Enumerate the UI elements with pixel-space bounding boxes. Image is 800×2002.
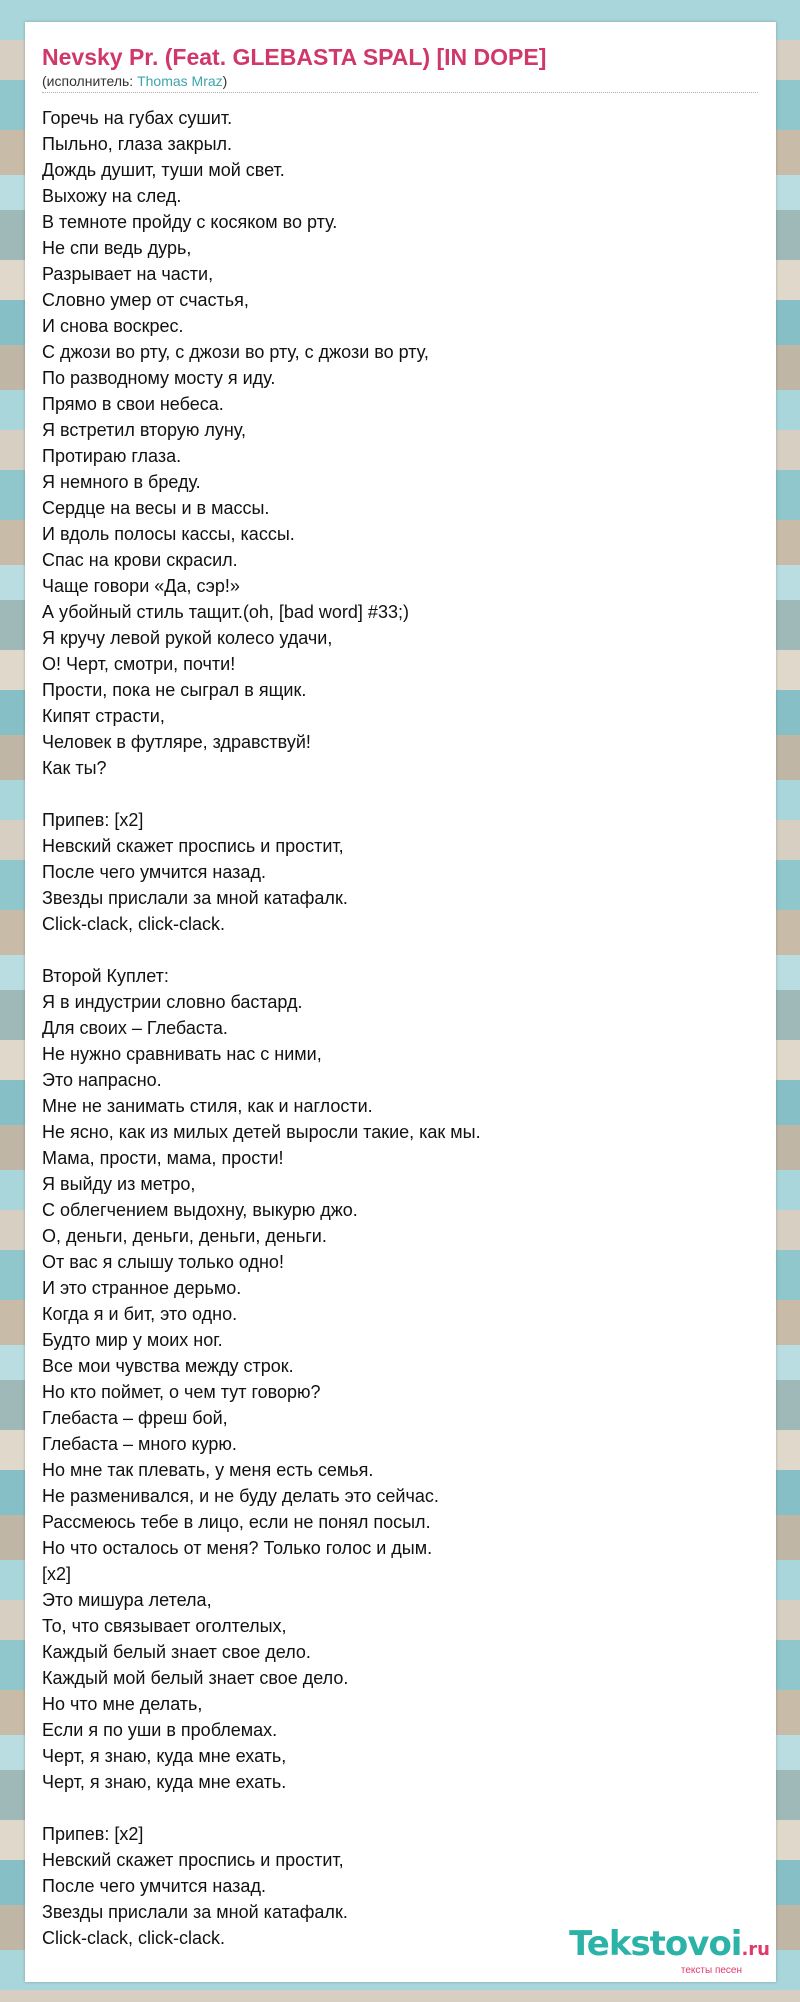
lyrics-line: С джози во рту, с джози во рту, с джози во рту, [42, 342, 429, 362]
lyrics-blank-line [42, 1795, 758, 1821]
lyrics-line: Каждый мой белый знает свое дело. [42, 1668, 349, 1688]
lyrics-line: Я кручу левой рукой колесо удачи, [42, 628, 333, 648]
lyrics-line: Прости, пока не сыграл в ящик. [42, 680, 307, 700]
logo-brand [569, 1924, 770, 1967]
lyrics-line: А убойный стиль тащит.(oh, [bad word] #33;) [42, 602, 409, 622]
lyrics-line: Не нужно сравнивать нас с ними, [42, 1044, 322, 1064]
lyrics-line: Для своих – Глебаста. [42, 1018, 228, 1038]
lyrics-line: Я в индустрии словно бастард. [42, 992, 303, 1012]
lyrics-line: Звезды прислали за мной катафалк. [42, 1902, 348, 1922]
lyrics-line: После чего умчится назад. [42, 1876, 266, 1896]
lyrics-line: Мне не занимать стиля, как и наглости. [42, 1096, 373, 1116]
lyrics-line: О, деньги, деньги, деньги, деньги. [42, 1226, 327, 1246]
lyrics-line: Чаще говори «Да, сэр!» [42, 576, 240, 596]
lyrics-line: Прямо в свои небеса. [42, 394, 224, 414]
lyrics-line: Click-clack, click-clack. [42, 1928, 226, 1948]
lyrics-line: Если я по уши в проблемах. [42, 1720, 278, 1740]
lyrics-line: Все мои чувства между строк. [42, 1356, 294, 1376]
logo-tld: .ru [741, 1939, 770, 1960]
lyrics-line: Глебаста – фреш бой, [42, 1408, 228, 1428]
lyrics-line: Выхожу на след. [42, 186, 182, 206]
lyrics-line: Будто мир у моих ног. [42, 1330, 223, 1350]
artist-line [42, 72, 758, 93]
lyrics-line: Я выйду из метро, [42, 1174, 196, 1194]
lyrics-line: Черт, я знаю, куда мне ехать, [42, 1746, 287, 1766]
lyrics-line: Не спи ведь дурь, [42, 238, 192, 258]
lyrics-line: Но кто поймет, о чем тут говорю? [42, 1382, 321, 1402]
lyrics-line: В темноте пройду с косяком во рту. [42, 212, 338, 232]
lyrics-line: То, что связывает оголтелых, [42, 1616, 287, 1636]
lyrics-line: [x2] [42, 1564, 72, 1584]
lyrics-line: Но мне так плевать, у меня есть семья. [42, 1460, 374, 1480]
site-logo[interactable] [569, 1924, 770, 1976]
artist-suffix: ) [222, 73, 228, 89]
lyrics-line: Я немного в бреду. [42, 472, 201, 492]
lyrics-blank-line [42, 781, 758, 807]
lyrics-line: Спас на крови скрасил. [42, 550, 238, 570]
lyrics-line: Пыльно, глаза закрыл. [42, 134, 233, 154]
logo-tagline: тексты песен [680, 1965, 742, 1976]
lyrics-line: Разрывает на части, [42, 264, 214, 284]
lyrics-line: По разводному мосту я иду. [42, 368, 276, 388]
lyrics-line: Припев: [x2] [42, 1824, 144, 1844]
lyrics-line: Второй Куплет: [42, 966, 169, 986]
lyrics-line: Словно умер от счастья, [42, 290, 249, 310]
logo-brand-name: Tekstovoi [569, 1924, 742, 1964]
lyrics-line: Горечь на губах сушит. [42, 108, 233, 128]
lyrics-line: Я встретил вторую луну, [42, 420, 247, 440]
lyrics-line: Рассмеюсь тебе в лицо, если не понял посыл. [42, 1512, 431, 1532]
lyrics-line: Но что мне делать, [42, 1694, 203, 1714]
lyrics-line: И это странное дерьмо. [42, 1278, 242, 1298]
lyrics-line: Но что осталось от меня? Только голос и дым. [42, 1538, 433, 1558]
lyrics-line: Дождь душит, туши мой свет. [42, 160, 285, 180]
artist-prefix: (исполнитель: [42, 73, 138, 89]
lyrics-line: Сердце на весы и в массы. [42, 498, 270, 518]
lyrics-line: И вдоль полосы кассы, кассы. [42, 524, 295, 544]
lyrics-line: Кипят страсти, [42, 706, 165, 726]
lyrics-blank-line [42, 937, 758, 963]
lyrics-line: Невский скажет проспись и простит, [42, 1850, 344, 1870]
lyrics-line: Не ясно, как из милых детей выросли такие, как мы. [42, 1122, 481, 1142]
lyrics-line: Человек в футляре, здравствуй! [42, 732, 311, 752]
lyrics-card [25, 22, 776, 1982]
lyrics-line: Это мишура летела, [42, 1590, 212, 1610]
lyrics-line: И снова воскрес. [42, 316, 184, 336]
lyrics-line: Протираю глаза. [42, 446, 182, 466]
lyrics-line: О! Черт, смотри, почти! [42, 654, 236, 674]
song-title: Nevsky Pr. (Feat. GLEBASTA SPAL) [IN DOPE] [42, 44, 547, 70]
lyrics-line: Click-clack, click-clack. [42, 914, 226, 934]
lyrics-line: От вас я слышу только одно! [42, 1252, 284, 1272]
lyrics-line: Когда я и бит, это одно. [42, 1304, 238, 1324]
lyrics-line: Каждый белый знает свое дело. [42, 1642, 311, 1662]
lyrics-line: Мама, прости, мама, прости! [42, 1148, 284, 1168]
lyrics-line: Не разменивался, и не буду делать это сейчас. [42, 1486, 439, 1506]
lyrics-line: Припев: [x2] [42, 810, 144, 830]
lyrics-text [42, 105, 758, 1951]
lyrics-line: Как ты? [42, 758, 107, 778]
artist-link[interactable]: Thomas Mraz [137, 73, 223, 89]
lyrics-line: С облегчением выдохну, выкурю джо. [42, 1200, 358, 1220]
lyrics-line: После чего умчится назад. [42, 862, 266, 882]
lyrics-line: Это напрасно. [42, 1070, 162, 1090]
lyrics-line: Невский скажет проспись и простит, [42, 836, 344, 856]
lyrics-line: Глебаста – много курю. [42, 1434, 237, 1454]
lyrics-line: Черт, я знаю, куда мне ехать. [42, 1772, 287, 1792]
lyrics-line: Звезды прислали за мной катафалк. [42, 888, 348, 908]
